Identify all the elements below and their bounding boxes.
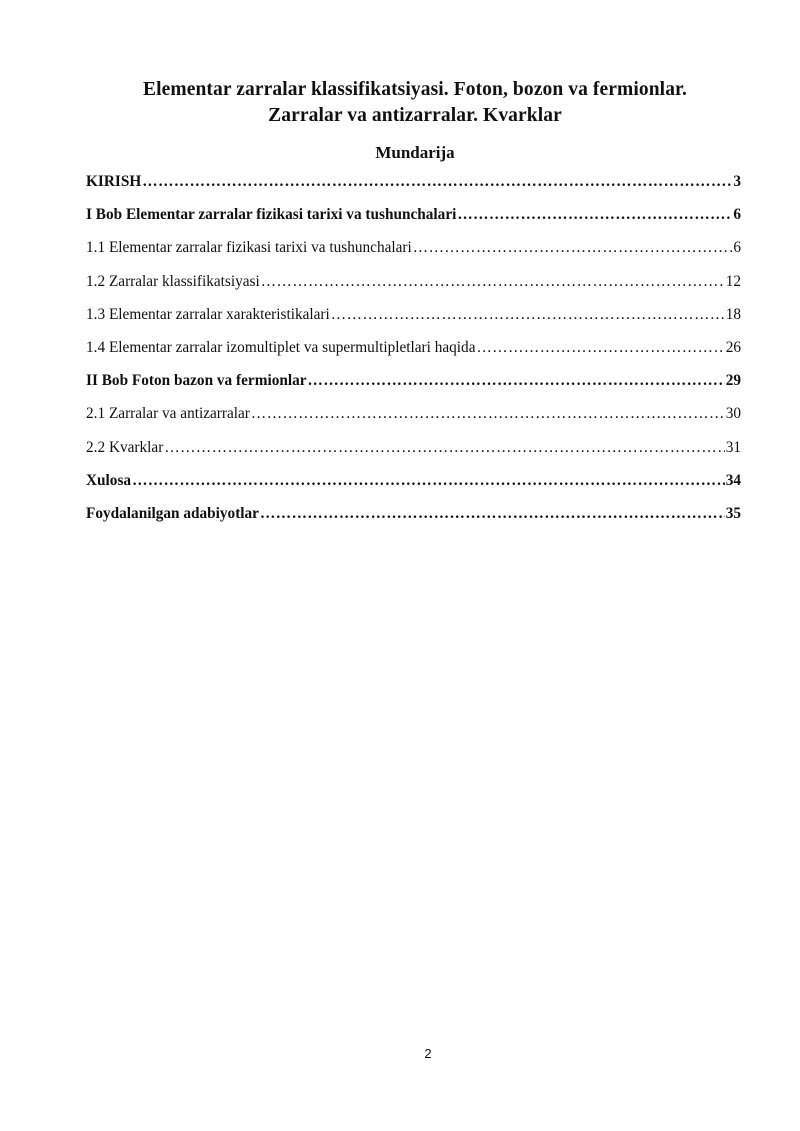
toc-entry-label: 1.3 Elementar zarralar xarakteristikalari [86, 305, 330, 323]
toc-dot-leader [413, 239, 733, 257]
toc-entry-chapter-2 [86, 372, 741, 405]
toc-entry-page: 3 [733, 173, 741, 190]
toc-entry-label: II Bob Foton bazon va fermionlar [86, 372, 307, 390]
toc-entry-label: I Bob Elementar zarralar fizikasi tarixi va tushunchalari [86, 206, 457, 224]
toc-entry-section-1-4 [86, 339, 741, 372]
table-of-contents [86, 173, 741, 538]
toc-dot-leader [142, 173, 732, 191]
toc-dot-leader [260, 505, 725, 523]
page-number: 2 [424, 1046, 432, 1061]
toc-entry-page: 18 [725, 305, 741, 323]
toc-entry-label: 1.4 Elementar zarralar izomultiplet va supermultipletlari haqida [86, 338, 476, 356]
toc-entry-section-1-1 [86, 239, 741, 272]
toc-entry-section-2-2 [86, 439, 741, 472]
toc-dot-leader [308, 372, 725, 390]
toc-entry-chapter-1 [86, 206, 741, 239]
toc-entry-label: KIRISH [86, 173, 142, 190]
toc-entry-label: 2.2 Kvarklar [86, 438, 164, 456]
toc-entry-label: 1.2 Zarralar klassifikatsiyasi [86, 272, 260, 290]
toc-entry-page: 6 [733, 206, 741, 224]
toc-dot-leader [477, 339, 725, 357]
toc-entry-label: 2.1 Zarralar va antizarralar [86, 405, 250, 423]
toc-entry-label: Xulosa [86, 471, 132, 489]
toc-entry-page: 34 [725, 471, 741, 489]
toc-entry-page: 6 [733, 239, 741, 257]
document-title-line-2: Zarralar va antizarralar. Kvarklar [268, 105, 562, 126]
toc-entry-label: Foydalanilgan adabiyotlar [86, 504, 259, 522]
toc-entry-page: 30 [725, 405, 741, 423]
toc-entry-label: 1.1 Elementar zarralar fizikasi tarixi va tushunchalari [86, 239, 412, 257]
toc-entry-references [86, 505, 741, 538]
toc-entry-section-2-1 [86, 405, 741, 438]
toc-entry-page: 12 [725, 272, 741, 290]
toc-dot-leader [261, 273, 725, 291]
toc-entry-page: 29 [725, 372, 741, 390]
toc-entry-page: 31 [725, 438, 741, 456]
table-of-contents-heading: Mundarija [375, 143, 455, 162]
toc-dot-leader [331, 306, 725, 324]
toc-entry-section-1-2 [86, 273, 741, 306]
toc-dot-leader [251, 405, 725, 423]
toc-entry-xulosa [86, 472, 741, 505]
toc-dot-leader [457, 206, 732, 224]
toc-entry-kirish [86, 173, 741, 206]
toc-entry-page: 26 [725, 338, 741, 356]
document-title-line-1: Elementar zarralar klassifikatsiyasi. Foton, bozon va fermionlar. [143, 79, 687, 100]
toc-dot-leader [132, 472, 725, 490]
toc-entry-section-1-3 [86, 306, 741, 339]
toc-entry-page: 35 [725, 504, 741, 522]
toc-dot-leader [164, 439, 724, 457]
